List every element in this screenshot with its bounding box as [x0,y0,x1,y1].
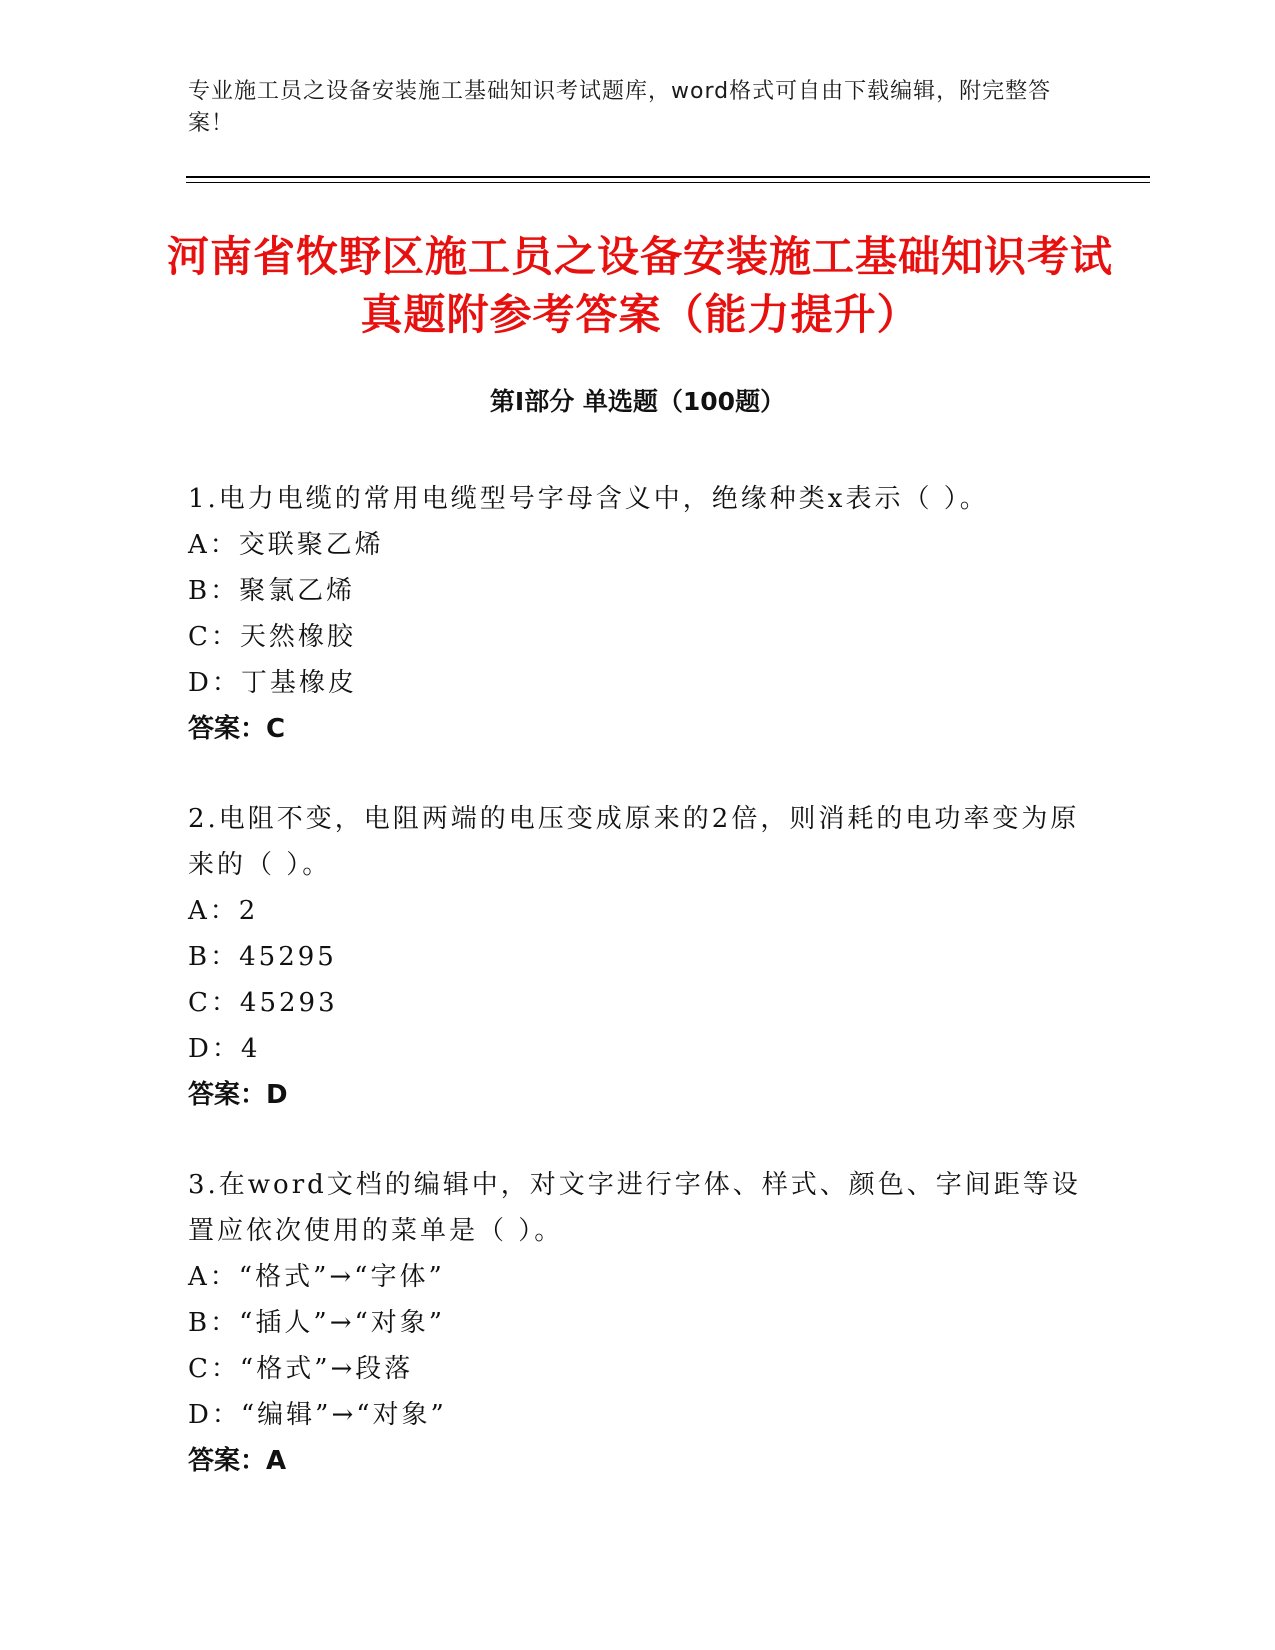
question-1 [188,476,1088,752]
option-text: 丁基橡皮 [240,668,357,698]
option-key: B： [188,942,240,972]
option-text: “格式”→“字体” [238,1262,445,1292]
option-key: A： [188,530,239,560]
option-key: D： [188,1034,241,1064]
option-c [188,980,1088,1026]
option-key: D： [188,668,241,698]
option-text: 45295 [239,942,337,972]
option-b [188,1300,1088,1346]
option-key: C： [188,1354,240,1384]
option-key: B： [188,1308,240,1338]
option-text: 聚氯乙烯 [239,576,356,606]
question-3 [188,1162,1088,1484]
option-key: A： [188,896,239,926]
option-a [188,888,1088,934]
option-key: C： [188,988,240,1018]
option-c [188,614,1088,660]
option-c [188,1346,1088,1392]
option-text: 2 [238,896,259,926]
option-text: “编辑”→“对象” [240,1400,447,1430]
option-text: 4 [240,1034,261,1064]
option-d [188,1392,1088,1438]
option-key: C： [188,622,240,652]
option-b [188,934,1088,980]
option-a [188,1254,1088,1300]
question-stem: 1.电力电缆的常用电缆型号字母含义中，绝缘种类x表示（ ）。 [188,484,989,514]
answer: 答案：C [188,714,286,744]
option-b [188,568,1088,614]
document-title: 河南省牧野区施工员之设备安装施工基础知识考试真题附参考答案（能力提升） [166,232,1113,339]
question-2 [188,796,1088,1118]
header-divider-thick [186,176,1150,178]
answer: 答案：D [188,1080,288,1110]
option-d [188,660,1088,706]
question-stem: 3.在word文档的编辑中，对文字进行字体、样式、颜色、字间距等设置应依次使用的菜单是（ ）。 [188,1170,1081,1246]
header-note: 专业施工员之设备安装施工基础知识考试题库，word格式可自由下载编辑，附完整答案！ [188,79,1052,136]
option-text: “格式”→段落 [239,1354,414,1384]
option-d [188,1026,1088,1072]
question-stem: 2.电阻不变，电阻两端的电压变成原来的2倍，则消耗的电功率变为原来的（ ）。 [188,804,1080,880]
option-a [188,522,1088,568]
option-key: D： [188,1400,241,1430]
option-text: 45293 [239,988,338,1018]
option-text: “插人”→“对象” [239,1308,446,1338]
option-text: 交联聚乙烯 [238,530,384,560]
answer: 答案：A [188,1446,287,1476]
section-title: 第I部分 单选题（100题） [489,387,786,416]
option-text: 天然橡胶 [239,622,356,652]
option-key: A： [188,1262,239,1292]
option-key: B： [188,576,240,606]
header-divider-thin [186,182,1150,183]
question-list [188,476,1088,1528]
